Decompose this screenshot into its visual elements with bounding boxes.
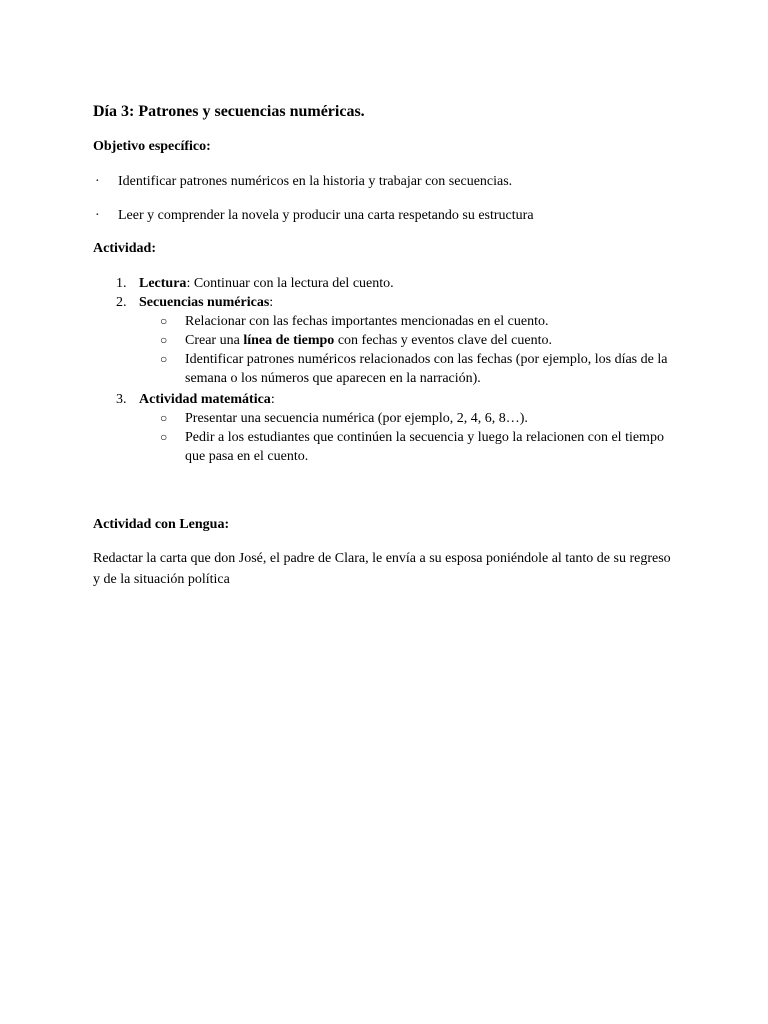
list-item-text: : xyxy=(270,392,275,407)
bullet-marker: · xyxy=(95,208,100,223)
activity-heading: Actividad: xyxy=(93,241,156,256)
bullet-marker: · xyxy=(95,174,100,189)
language-paragraph: Redactar la carta que don José, el padre de Clara, le envía a su esposa poniéndole al tanto de su regreso y de la situación política xyxy=(93,551,671,587)
list-item-label: Lectura xyxy=(139,276,187,291)
activity-list-item xyxy=(116,390,275,409)
activity-subitem xyxy=(160,331,680,350)
subitem-text: Presentar una secuencia numérica (por ejemplo, 2, 4, 6, 8…). xyxy=(185,411,528,426)
list-item-label: Actividad matemática xyxy=(139,392,271,407)
language-heading: Actividad con Lengua: xyxy=(93,517,230,532)
activity-subitem xyxy=(160,312,680,331)
objective-heading: Objetivo específico: xyxy=(93,139,211,154)
subitem-text xyxy=(185,331,680,350)
activity-subitem xyxy=(160,428,680,466)
subitem-text: Relacionar con las fechas importantes mencionadas en el cuento. xyxy=(185,314,549,329)
objective-bullet-text: Identificar patrones numéricos en la historia y trabajar con secuencias. xyxy=(118,174,513,189)
activity-list-item xyxy=(116,293,273,312)
list-number: 2. xyxy=(116,295,127,310)
subitem-text-pre: Crear una xyxy=(185,333,244,348)
page-title: Día 3: Patrones y secuencias numéricas. xyxy=(93,103,365,120)
objective-bullet-text: Leer y comprender la novela y producir una carta respetando su estructura xyxy=(118,208,534,223)
activity-list-item xyxy=(116,274,394,293)
subitem-text-bold: línea de tiempo xyxy=(243,333,335,348)
circle-bullet-icon: ○ xyxy=(160,333,168,347)
subitem-text-post: con fechas y eventos clave del cuento. xyxy=(334,333,552,348)
activity-subitem xyxy=(160,409,680,428)
subitem-text: Pedir a los estudiantes que continúen la secuencia y luego la relacionen con el tiempo que pasa en el cuento. xyxy=(185,430,664,464)
circle-bullet-icon: ○ xyxy=(160,314,168,328)
activity-subitem xyxy=(160,350,680,388)
circle-bullet-icon: ○ xyxy=(160,352,168,366)
circle-bullet-icon: ○ xyxy=(160,430,168,444)
subitem-text: Identificar patrones numéricos relacionados con las fechas (por ejemplo, los días de la semana o los números que aparecen en la narración). xyxy=(185,352,668,386)
circle-bullet-icon: ○ xyxy=(160,411,168,425)
list-item-label: Secuencias numéricas xyxy=(139,295,270,310)
list-item-text: : Continuar con la lectura del cuento. xyxy=(186,276,394,291)
list-item-text: : xyxy=(269,295,274,310)
list-number: 1. xyxy=(116,276,127,291)
list-number: 3. xyxy=(116,392,127,407)
